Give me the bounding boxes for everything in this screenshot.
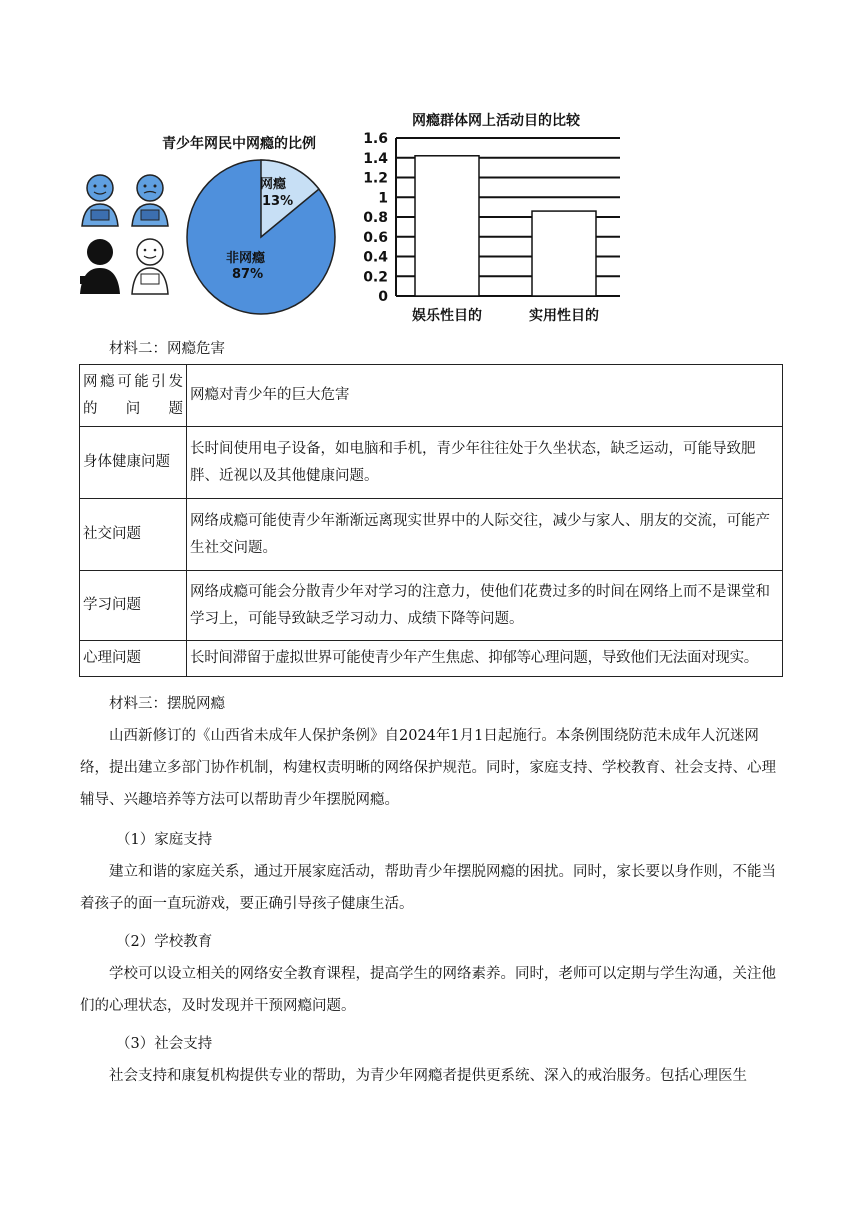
table-cell-issue: 身体健康问题 — [80, 427, 187, 499]
y-tick-label: 1 — [378, 190, 388, 207]
table-header-harm: 网瘾对青少年的巨大危害 — [187, 365, 783, 427]
pie-value-non-addicted: 87% — [232, 267, 264, 282]
table-cell-desc: 长时间使用电子设备，如电脑和手机，青少年往往处于久坐状态，缺乏运动，可能导致肥胖、近视以及其他健康问题。 — [187, 427, 783, 499]
table-header-issue: 网瘾可能引发的问题 — [80, 365, 187, 427]
pie-value-addicted: 13% — [262, 194, 294, 209]
pie-label-non-addicted: 非网瘾 — [226, 251, 266, 266]
table-cell-desc: 网络成瘾可能会分散青少年对学习的注意力，使他们花费过多的时间在网络上而不是课堂和学习上，可能导致缺乏学习动力、成绩下降等问题。 — [187, 571, 783, 641]
y-tick-label: 0.6 — [363, 229, 388, 246]
table-cell-issue: 社交问题 — [80, 499, 187, 571]
material2-heading: 材料二：网瘾危害 — [109, 341, 225, 357]
table-cell-issue: 心理问题 — [80, 641, 187, 677]
table-row — [80, 641, 783, 677]
teen-icon-blue-1 — [82, 175, 118, 226]
pie-chart — [184, 158, 338, 318]
section-title-society: （3）社会支持 — [116, 1036, 213, 1052]
y-tick-label: 0.4 — [363, 249, 388, 266]
bar — [415, 156, 479, 296]
teen-icon-white — [132, 239, 168, 294]
x-category-label: 实用性目的 — [529, 308, 599, 324]
material3-heading: 材料三：摆脱网瘾 — [109, 696, 225, 712]
section-text-family: 建立和谐的家庭关系，通过开展家庭活动，帮助青少年摆脱网瘾的困扰。同时，家长要以身作则，不能当着孩子的面一直玩游戏，要正确引导孩子健康生活。 — [80, 864, 776, 912]
table-header-row — [80, 365, 783, 427]
material3-intro: 山西新修订的《山西省未成年人保护条例》自2024年1月1日起施行。本条例围绕防范未成年人沉迷网络，提出建立多部门协作机制，构建权责明晰的网络保护规范。同时，家庭支持、学校教育、社会支持、心理辅导、兴趣培养等方法可以帮助青少年摆脱网瘾。 — [80, 728, 776, 808]
pie-chart-title: 青少年网民中网瘾的比例 — [162, 136, 316, 152]
pie-label-addicted: 网瘾 — [260, 177, 287, 192]
y-tick-label: 0.2 — [363, 269, 388, 286]
bar-chart-title: 网瘾群体网上活动目的比较 — [412, 113, 580, 129]
table-cell-desc: 长时间滞留于虚拟世界可能使青少年产生焦虑、抑郁等心理问题，导致他们无法面对现实。 — [187, 641, 783, 677]
y-tick-label: 0 — [378, 289, 388, 305]
table-cell-desc: 网络成瘾可能使青少年渐渐远离现实世界中的人际交往，减少与家人、朋友的交流，可能产生社交问题。 — [187, 499, 783, 571]
harm-table — [79, 364, 783, 677]
table-row — [80, 571, 783, 641]
y-tick-label: 1.2 — [363, 170, 388, 187]
section-text-society: 社会支持和康复机构提供专业的帮助，为青少年网瘾者提供更系统、深入的戒治服务。包括心理医生 — [109, 1068, 747, 1084]
table-row — [80, 499, 783, 571]
section-title-school: （2）学校教育 — [116, 934, 213, 950]
teen-icons-illustration — [78, 170, 178, 300]
y-tick-label: 0.8 — [363, 210, 388, 226]
y-tick-label: 1.6 — [363, 131, 388, 147]
table-row — [80, 427, 783, 499]
x-category-label: 娱乐性目的 — [412, 308, 482, 324]
section-text-school: 学校可以设立相关的网络安全教育课程，提高学生的网络素养。同时，老师可以定期与学生沟通，关注他们的心理状态，及时发现并干预网瘾问题。 — [80, 966, 776, 1014]
bar — [532, 211, 596, 296]
teen-icon-black — [80, 239, 120, 294]
teen-icon-blue-2 — [132, 175, 168, 226]
y-tick-label: 1.4 — [363, 150, 388, 167]
bar-chart — [360, 128, 630, 326]
table-cell-issue: 学习问题 — [80, 571, 187, 641]
section-title-family: （1）家庭支持 — [116, 832, 213, 848]
